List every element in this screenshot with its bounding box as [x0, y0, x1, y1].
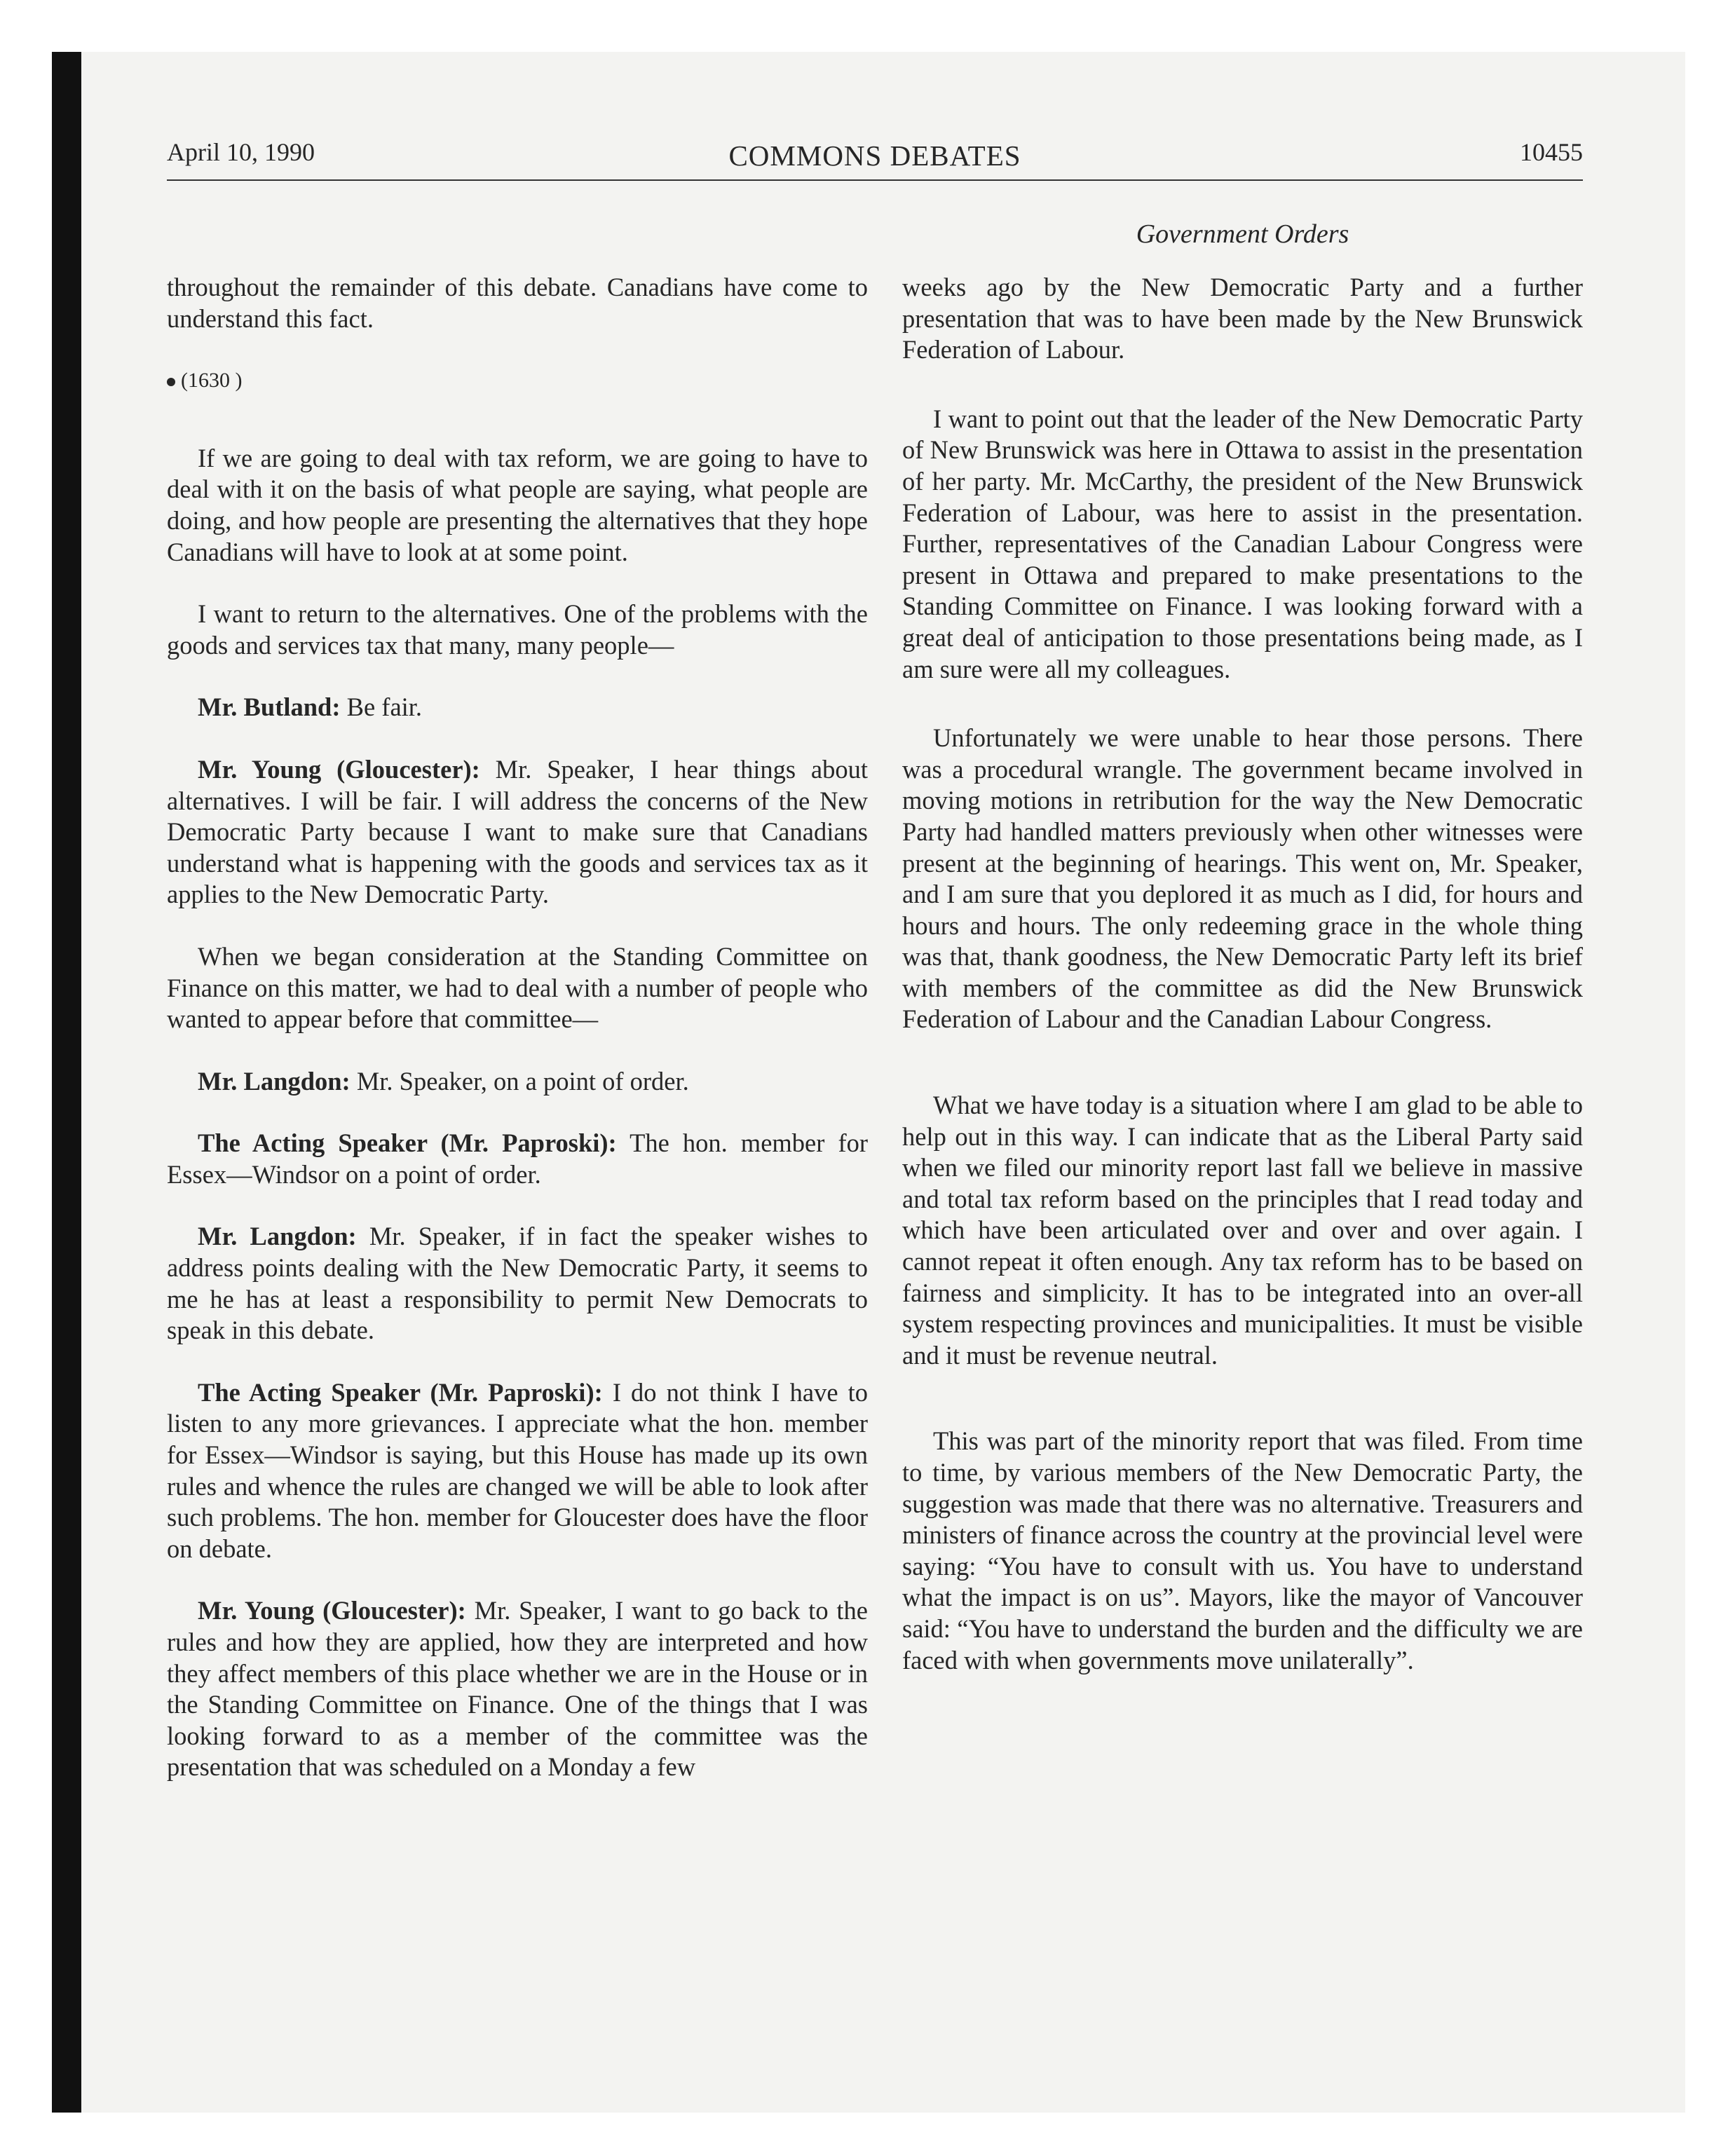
speech-text: I do not think I have to listen to any more grievances. I appreciate what the hon. member for Essex—Windsor is saying, but this House has made up its own rules and whence the rules are changed we will be able to look after such problems. The hon. member for Gloucester does have the floor on debate. — [167, 1377, 868, 1563]
time-mark — [167, 365, 868, 397]
speaker-name: Mr. Young (Gloucester): — [198, 754, 480, 784]
paragraph: weeks ago by the New Democratic Party and a further presentation that was to have been made by the New Brunswick Federation of Labour. — [902, 273, 1583, 364]
header-date: April 10, 1990 — [167, 138, 315, 166]
speech-paragraph — [167, 1066, 868, 1098]
speaker-name: The Acting Speaker (Mr. Paproski): — [198, 1377, 603, 1407]
speech-text: Mr. Speaker, I want to go back to the rules and how they are applied, how they are interpreted and how they affect members of this place whether we are in the House or in the Standing Committee on Finance. One of the things that I was looking forward to as a member of the committee was the presentation that was scheduled on a Monday a few — [167, 1596, 868, 1782]
speech-paragraph — [167, 1221, 868, 1346]
speaker-name: Mr. Butland: — [198, 692, 341, 722]
speaker-name: Mr. Langdon: — [198, 1066, 351, 1096]
paragraph: If we are going to deal with tax reform, we are going to have to deal with it on the basis of what people are saying, what people are doing, and how people are presenting the alternatives that they hope Canadians will have to look at at some point. — [167, 443, 868, 566]
speech-text: Mr. Speaker, I hear things about alternatives. I will be fair. I will address the concerns of the New Democratic Party because I want to make sure that Canadians understand what is happening with the goods and services tax as it applies to the New Democratic Party. — [167, 754, 868, 909]
paragraph: Unfortunately we were unable to hear those persons. There was a procedural wrangle. The government became involved in moving motions in retribution for the way the New Democratic Party had handled matters previously when other witnesses were present at the beginning of hearings. This went on, Mr. Speaker, and I am sure that you deplored it as much as I did, for hours and hours and hours. The only redeeming grace in the whole thing was that, thank goodness, the New Democratic Party left its brief with members of the committee as did the New Brunswick Federation of Labour and the Canadian Labour Congress. — [902, 723, 1583, 1034]
paragraph: What we have today is a situation where I am glad to be able to help out in this way. I can indicate that as the Liberal Party said when we filed our minority report last fall we believe in massive and total tax reform based on the principles that I read today and which have been articulated over and over and over again. I cannot repeat it often enough. Any tax reform has to be based on fairness and simplicity. It has to be integrated into an over-all system respecting provinces and municipalities. It must be visible and it must be revenue neutral. — [902, 1091, 1583, 1370]
speech-text: Mr. Speaker, on a point of order. — [350, 1066, 689, 1096]
paragraph: I want to return to the alternatives. One of the problems with the goods and services tax that many, many people— — [167, 599, 868, 660]
paragraph: When we began consideration at the Standing Committee on Finance on this matter, we had to deal with a number of people who wanted to appear before that committee— — [167, 941, 868, 1034]
header-rule — [167, 179, 1583, 181]
time-mark-text: (1630 ) — [181, 369, 243, 393]
speech-text: The hon. member for Essex—Windsor on a point of order. — [167, 1128, 869, 1189]
header-page-number: 10455 — [1520, 138, 1583, 166]
speech-paragraph — [167, 1128, 868, 1190]
speaker-name: Mr. Langdon: — [198, 1222, 357, 1251]
header-title: COMMONS DEBATES — [728, 139, 1021, 172]
paragraph: I want to point out that the leader of the New Democratic Party of New Brunswick was here in Ottawa to assist in the presentation of her party. Mr. McCarthy, the president of the New Brunswick Federation of Labour, was here to assist in the presentation. Further, representatives of the Canadian Labour Congress were present in Ottawa and prepared to make presentations to the Standing Committee on Finance. I was looking forward with a great deal of anticipation to those presentations being made, as I am sure were all my colleagues. — [902, 404, 1583, 683]
left-column — [167, 272, 868, 1814]
paragraph: This was part of the minority report that was filed. From time to time, by various members of the New Democratic Party, the suggestion was made that there was no alternative. Treasurers and ministers of finance across the country at the provincial level were saying: “You have to consult with us. You have to understand what the impact is on us”. Mayors, like the mayor of Vancouver said: “You have to understand the burden and the difficulty we are faced with when governments move unilaterally”. — [902, 1426, 1583, 1674]
bullet-icon — [167, 378, 175, 386]
speech-text: Be fair. — [340, 692, 423, 722]
speech-paragraph — [167, 1377, 868, 1565]
speech-paragraph — [167, 1595, 868, 1783]
paragraph: throughout the remainder of this debate. Canadians have come to understand this fact. — [167, 273, 868, 333]
speech-paragraph — [167, 692, 868, 723]
speaker-name: Mr. Young (Gloucester): — [198, 1596, 466, 1625]
section-label: Government Orders — [1136, 219, 1349, 249]
scan-edge-bar — [52, 52, 81, 2113]
right-column — [902, 272, 1583, 1707]
speech-text: Mr. Speaker, if in fact the speaker wishes to address points dealing with the New Democratic Party, it seems to me he has at least a responsibility to permit New Democrats to speak in this debate. — [167, 1222, 869, 1345]
speaker-name: The Acting Speaker (Mr. Paproski): — [198, 1128, 617, 1158]
page-header — [167, 137, 1583, 178]
speech-paragraph — [167, 754, 868, 910]
